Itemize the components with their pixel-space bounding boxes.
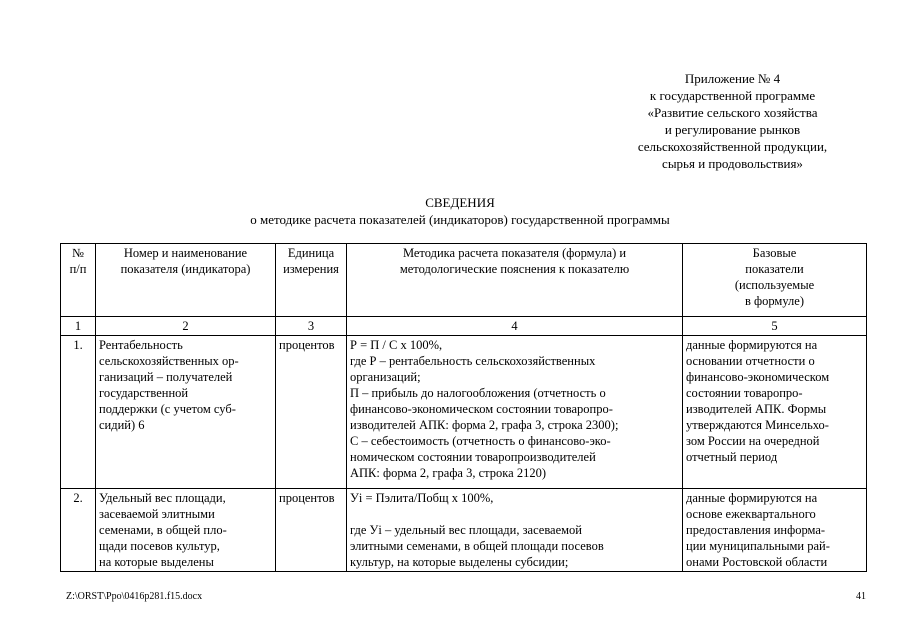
annex-header bbox=[600, 70, 865, 172]
header-text: № bbox=[72, 246, 84, 260]
calculation-method bbox=[347, 336, 683, 489]
annex-line: сырья и продовольствия» bbox=[662, 156, 803, 171]
cell-line: засеваемой элитными bbox=[99, 507, 215, 521]
cell-line: где Уi – удельный вес площади, засеваемой bbox=[350, 523, 583, 537]
annex-line: «Развитие сельского хозяйства bbox=[647, 105, 818, 120]
cell-line: предоставления информа- bbox=[686, 523, 826, 537]
header-cell-indicator bbox=[96, 244, 276, 317]
cell-line: зом России на очередной bbox=[686, 434, 820, 448]
unit-of-measure: процентов bbox=[276, 336, 347, 489]
header-text: методологические пояснения к показателю bbox=[399, 262, 630, 276]
cell-line: онами Ростовской области bbox=[686, 555, 828, 569]
table-row bbox=[61, 489, 867, 572]
cell-line: основе ежеквартального bbox=[686, 507, 816, 521]
header-cell-unit bbox=[276, 244, 347, 317]
header-cell-method bbox=[347, 244, 683, 317]
row-number: 1. bbox=[61, 336, 96, 489]
header-cell-base bbox=[683, 244, 867, 317]
base-indicators bbox=[683, 489, 867, 572]
table-header-row bbox=[61, 244, 867, 317]
cell-line: С – себестоимость (отчетность о финансово-эко- bbox=[350, 434, 611, 448]
cell-line: Удельный вес площади, bbox=[99, 491, 226, 505]
annex-line: сельскохозяйственной продукции, bbox=[637, 139, 828, 154]
header-text: показателя (индикатора) bbox=[120, 262, 251, 276]
cell-line: основании отчетности о bbox=[686, 354, 815, 368]
header-text: показатели bbox=[745, 262, 804, 276]
cell-line: организаций; bbox=[350, 370, 421, 384]
cell-line: поддержки (с учетом суб- bbox=[99, 402, 236, 416]
blank-line bbox=[350, 506, 679, 522]
header-cell-number bbox=[61, 244, 96, 317]
cell-line: где Р – рентабельность сельскохозяйственных bbox=[350, 354, 596, 368]
cell-line: ции муниципальными рай- bbox=[686, 539, 830, 553]
cell-line: элитными семенами, в общей площади посевов bbox=[350, 539, 604, 553]
header-text: Базовые bbox=[752, 246, 797, 260]
calculation-method bbox=[347, 489, 683, 572]
header-text: Единица bbox=[287, 246, 335, 260]
column-number: 4 bbox=[347, 317, 683, 336]
cell-line: Рентабельность bbox=[99, 338, 183, 352]
cell-line: Уi = Пэлита/Побщ х 100%, bbox=[350, 491, 494, 505]
annex-line: Приложение № 4 bbox=[684, 71, 781, 86]
indicator-name bbox=[96, 336, 276, 489]
cell-line: финансово-экономическом состоянии товаропро- bbox=[350, 402, 613, 416]
header-text: Методика расчета показателя (формула) и bbox=[402, 246, 627, 260]
cell-line: утверждаются Минсельхо- bbox=[686, 418, 829, 432]
cell-line: данные формируются на bbox=[686, 338, 818, 352]
unit-of-measure: процентов bbox=[276, 489, 347, 572]
cell-line: изводителей АПК. Формы bbox=[686, 402, 827, 416]
cell-line: семенами, в общей пло- bbox=[99, 523, 227, 537]
cell-line: ганизаций – получателей bbox=[99, 370, 233, 384]
header-text: в формуле) bbox=[745, 294, 804, 308]
cell-line: финансово-экономическом bbox=[686, 370, 830, 384]
cell-line: щади посевов культур, bbox=[99, 539, 220, 553]
indicator-name bbox=[96, 489, 276, 572]
base-indicators bbox=[683, 336, 867, 489]
header-text: Номер и наименование bbox=[123, 246, 248, 260]
cell-line: государственной bbox=[99, 386, 189, 400]
cell-line: отчетный период bbox=[686, 450, 778, 464]
document-title-block bbox=[200, 194, 720, 228]
cell-line: сидий) 6 bbox=[99, 418, 145, 432]
document-subtitle: о методике расчета показателей (индикаторов) государственной программы bbox=[250, 212, 670, 227]
column-number: 3 bbox=[276, 317, 347, 336]
header-text: (используемые bbox=[734, 278, 815, 292]
cell-line: номическом состоянии товаропроизводителей bbox=[350, 450, 596, 464]
cell-line: П – прибыль до налогообложения (отчетность о bbox=[350, 386, 606, 400]
methodology-table bbox=[60, 243, 867, 572]
cell-line: сельскохозяйственных ор- bbox=[99, 354, 239, 368]
cell-line: АПК: форма 2, графа 3, строка 2120) bbox=[350, 466, 546, 480]
column-number: 2 bbox=[96, 317, 276, 336]
footer-file-path: Z:\ORST\Ppo\0416p281.f15.docx bbox=[66, 591, 203, 602]
footer-page-number: 41 bbox=[856, 591, 866, 602]
column-number-row bbox=[61, 317, 867, 336]
table-row bbox=[61, 336, 867, 489]
cell-line: Р = П / С х 100%, bbox=[350, 338, 443, 352]
header-text: п/п bbox=[69, 262, 87, 276]
header-text: измерения bbox=[283, 262, 339, 276]
cell-line: данные формируются на bbox=[686, 491, 818, 505]
row-number: 2. bbox=[61, 489, 96, 572]
cell-line: состоянии товаропро- bbox=[686, 386, 803, 400]
column-number: 5 bbox=[683, 317, 867, 336]
annex-line: к государственной программе bbox=[649, 88, 816, 103]
annex-line: и регулирование рынков bbox=[664, 122, 801, 137]
cell-line: культур, на которые выделены субсидии; bbox=[350, 555, 569, 569]
cell-line: изводителей АПК: форма 2, графа 3, строка 2300); bbox=[350, 418, 619, 432]
document-title: СВЕДЕНИЯ bbox=[425, 195, 495, 210]
cell-line: на которые выделены bbox=[99, 555, 214, 569]
column-number: 1 bbox=[61, 317, 96, 336]
